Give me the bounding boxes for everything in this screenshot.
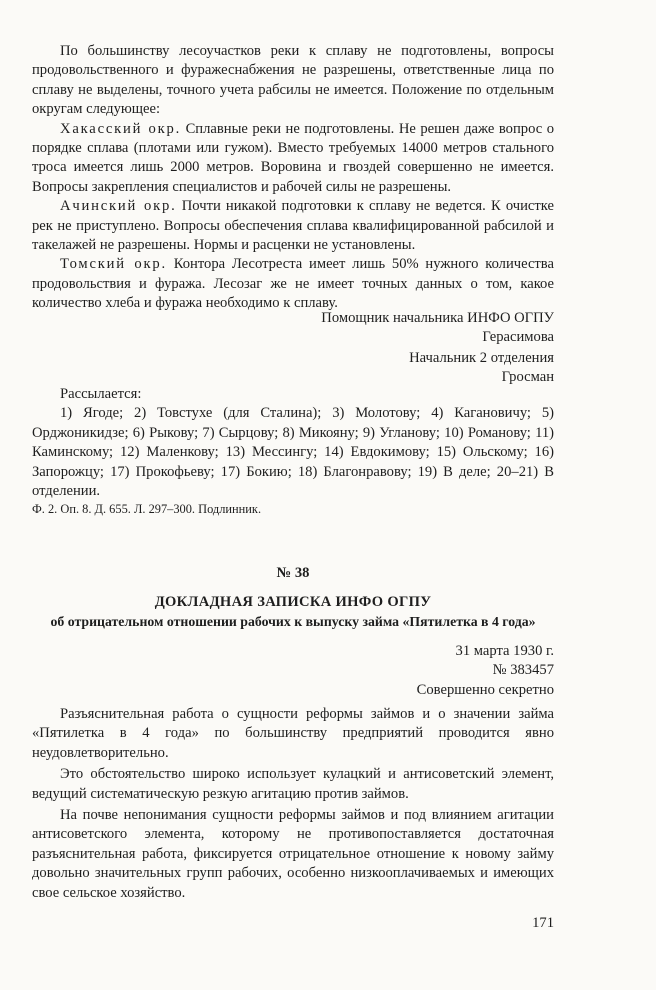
body-paragraph-1: Разъяснительная работа о сущности реформы займов и о значении займа «Пятилетка в 4 года» по большинству предприятий проводится явно неудовлетворительно. [32, 706, 554, 761]
document-meta [32, 642, 554, 700]
body-paragraph-3: На почве непонимания сущности реформы займов и под влиянием агитации антисоветского элемента, которому не противопоставляется достаточная разъяснительная работа, фиксируется отрицательное отношение к новому займу довольно значительных групп рабочих, особенно низкооплачиваемых и имеющих свое сельское хозяйство. [32, 807, 554, 901]
paragraph-intro: По большинству лесоучастков реки к сплаву не подготовлены, вопросы продовольственного и фуражеснабжения не разрешены, ответственные лица по сплаву не выделены, точного учета рабсилы не имеется. Положение по отдельным округам следующее: [32, 43, 554, 118]
body-paragraph-2: Это обстоятельство широко использует кулацкий и антисоветский элемент, ведущий систематическую резкую агитацию против займов. [32, 766, 554, 802]
district-khakas-text: Сплавные реки не подготовлены. Не решен даже вопрос о порядке сплава (плотами или гужом). Вместо требуемых 14000 метров стального троса имеется лишь 2000 метров. Воровина и гвоздей совершенно не имеется. Вопросы закрепления специалистов и рабочей силы не разрешены. [32, 120, 554, 195]
signature-2-position: Начальник 2 отделения [409, 350, 554, 366]
paragraph-achinsk [32, 197, 554, 255]
document-subtitle: об отрицательном отношении рабочих к выпуску займа «Пятилетка в 4 года» [50, 614, 536, 629]
body-text [32, 705, 554, 903]
signature-1-name: Герасимова [482, 329, 554, 346]
page-number: 171 [532, 915, 554, 931]
signature-2-name: Гросман [501, 369, 554, 386]
document-number: № 38 [276, 565, 310, 581]
paragraph-khakas [32, 120, 554, 198]
signature-1-position: Помощник начальника ИНФО ОГПУ [321, 310, 554, 326]
district-tomsk-text: Контора Лесотреста имеет лишь 50% нужного количества продовольствия и фуража. Лесозаг же не имеет точных данных о том, какое количество хлеба и фуража необходимо к сплаву. [32, 256, 554, 312]
district-achinsk-text: Почти никакой подготовки к сплаву не ведется. К очистке рек не приступлено. Вопросы обеспечения сплава квалифицированной рабсилой и такелажей не разрешены. Нормы и расценки не установлены. [32, 198, 554, 254]
signature-1 [32, 309, 554, 348]
district-khakas-label: Хакасский окр. [60, 120, 182, 137]
archive-source: Ф. 2. Оп. 8. Д. 655. Л. 297–300. Подлинник. [32, 502, 262, 516]
district-tomsk-label: Томский окр. [60, 256, 167, 273]
secrecy-mark: Совершенно секретно [416, 681, 554, 698]
signature-2 [32, 349, 554, 388]
paragraph-tomsk [32, 255, 554, 313]
distribution-label: Рассылается: [60, 386, 142, 402]
document-date: 31 марта 1930 г. [455, 643, 554, 659]
main-text [32, 42, 554, 314]
distribution-list: 1) Ягоде; 2) Товстухе (для Сталина); 3) Молотову; 4) Кагановичу; 5) Орджоникидзе; 6) Рыкову; 7) Сырцову; 8) Микояну; 9) Угланову; 10) Романову; 11) Каминскому; 12) Маленкову; 13) Мессингу; 14) Евдокимову; 15) Ольскому; 16) Запорожцу; 17) Прокофьеву; 17) Бокию; 18) Благонравову; 19) В деле; 20–21) В отделении. [32, 405, 554, 500]
document-reg-number: № 383457 [492, 662, 554, 679]
document-title: ДОКЛАДНАЯ ЗАПИСКА ИНФО ОГПУ [154, 594, 432, 610]
distribution [32, 385, 554, 501]
district-achinsk-label: Ачинский окр. [60, 198, 177, 215]
